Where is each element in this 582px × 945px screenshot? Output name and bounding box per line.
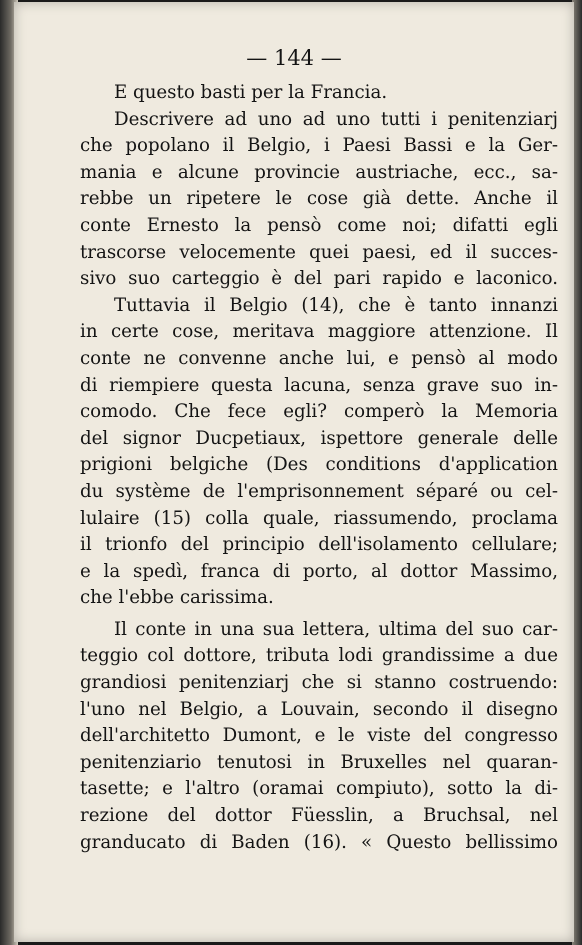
- text-line: teggio col dottore, tributa lodi grandissime a due: [80, 645, 558, 667]
- text-line: trascorse velocemente quei paesi, ed il succes-: [80, 241, 558, 263]
- page-number: — 144 —: [246, 46, 342, 70]
- text-line: del signor Ducpetiaux, ispettore generale delle: [80, 427, 558, 449]
- page-body: [80, 80, 558, 856]
- text-line: prigioni belgiche (Des conditions d'application: [80, 454, 558, 476]
- text-line: grandiosi penitenziarj che si stanno costruendo:: [80, 672, 558, 694]
- text-line: Il conte in una sua lettera, ultima del suo car-: [114, 618, 558, 640]
- text-line: di riempiere questa lacuna, senza grave suo in-: [80, 374, 558, 396]
- text-line: mania e alcune provincie austriache, ecc., sa-: [80, 161, 558, 183]
- text-line: e la spedì, franca di porto, al dottor Massimo,: [80, 560, 558, 582]
- text-line: che l'ebbe carissima.: [80, 587, 274, 609]
- text-line: granducato di Baden (16). « Questo bellissimo: [80, 831, 558, 853]
- text-line: in certe cose, meritava maggiore attenzione. Il: [80, 321, 558, 343]
- text-line: sivo suo carteggio è del pari rapido e laconico.: [80, 268, 558, 290]
- text-line: Descrivere ad uno ad uno tutti i penitenziarj: [114, 108, 558, 130]
- text-line: conte Ernesto la pensò come noi; difatti egli: [80, 214, 558, 236]
- text-line: rebbe un ripetere le cose già dette. Anche il: [80, 188, 558, 210]
- text-line: il trionfo del principio dell'isolamento cellulare;: [80, 534, 558, 556]
- text-line: penitenziario tenutosi in Bruxelles nel quaran-: [80, 751, 558, 773]
- text-line: du système de l'emprisonnement séparé ou cel-: [80, 480, 558, 502]
- book-page: [14, 2, 574, 942]
- text-line: dell'architetto Dumont, e le viste del congresso: [80, 725, 558, 747]
- text-line: Tuttavia il Belgio (14), che è tanto innanzi: [114, 294, 558, 316]
- text-line: E questo basti per la Francia.: [114, 82, 388, 103]
- text-line: l'uno nel Belgio, a Louvain, secondo il disegno: [80, 698, 558, 720]
- text-line: tasette; e l'altro (oramai compiuto), sotto la di-: [80, 778, 558, 800]
- text-line: che popolano il Belgio, i Paesi Bassi e la Ger-: [80, 135, 558, 157]
- text-line: comodo. Che fece egli? comperò la Memoria: [80, 401, 558, 423]
- text-line: conte ne convenne anche lui, e pensò al modo: [80, 347, 558, 369]
- text-line: rezione del dottor Füesslin, a Bruchsal, nel: [80, 805, 558, 827]
- text-line: lulaire (15) colla quale, riassumendo, proclama: [80, 507, 558, 529]
